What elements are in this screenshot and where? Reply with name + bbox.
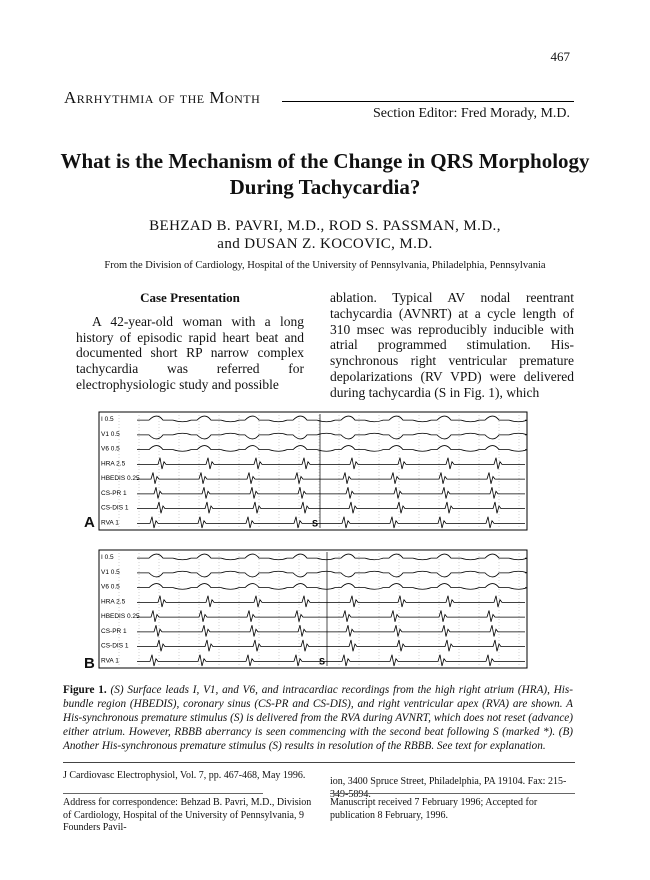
waveform-trace <box>137 655 525 666</box>
figure-caption-text: (S) Surface leads I, V1, and V6, and intracardiac recordings from the high right atrium (HRA), His-bundle region (HBEDIS), coronary sinus (CS-PR and CS-DIS), and right ventricular apex (RVA) are shown. A His-synchronous premature stimulus (S) is delivered from the RVA during AVNRT, which does not reset (advance) either atrium. However, RBBB aberrancy is seen commencing with the second beat following S (marked *). (B) Another His-synchronous premature stimulus (S) results in resolution of the RBBB. See text for explanation. <box>63 684 573 752</box>
panel-a-frame <box>99 412 527 530</box>
section-rule <box>282 101 574 102</box>
channel-label: I 0.5 <box>101 416 114 423</box>
waveform-trace <box>137 517 525 528</box>
manuscript-dates: Manuscript received 7 February 1996; Accepted for publication 8 February, 1996. <box>330 797 538 821</box>
figure-caption-label: Figure 1. <box>63 684 107 696</box>
section-title <box>64 88 260 108</box>
channel-label: CS-PR 1 <box>101 627 127 635</box>
channel-label: V1 0.5 <box>101 568 120 576</box>
case-paragraph-1: A 42-year-old woman with a long history of episodic rapid heart beat and documented short RP narrow complex tachycardia was referred for electrophysiologic study and possible <box>76 313 304 392</box>
footnote-divider-left <box>63 793 263 794</box>
correspondence-footnote-cont: ion, 3400 Spruce Street, Philadelphia, PA 19104. Fax: 215-349-5894. <box>330 776 567 800</box>
waveform-trace <box>137 610 525 621</box>
body-column-right <box>330 290 574 401</box>
authors-line-2: and DUSAN Z. KOCOVIC, M.D. <box>217 236 433 252</box>
body-column-left <box>76 290 304 393</box>
waveform-trace <box>137 571 527 577</box>
waveform-trace <box>137 472 525 483</box>
article-title: What is the Mechanism of the Change in QRS Morphology During Tachycardia? <box>60 149 590 199</box>
section-title-text: Arrhythmia of the Month <box>64 88 261 107</box>
waveform-trace <box>137 446 527 452</box>
channel-label: V6 0.5 <box>101 445 120 453</box>
stimulus-label: S <box>312 518 319 529</box>
case-paragraph-1-cont: ablation. Typical AV nodal reentrant tachycardia (AVNRT) at a cycle length of 310 msec was reproducibly inducible with atrial programmed stimulation. His-synchronous right ventricular premature depolarizations (RV VPD) were delivered during tachycardia (S in Fig. 1), which <box>330 290 574 400</box>
waveform-trace <box>137 487 525 498</box>
panel-a-label: A <box>84 514 95 531</box>
waveform-trace <box>137 596 525 607</box>
channel-label: RVA 1 <box>101 519 119 527</box>
channel-label: V1 0.5 <box>101 430 120 438</box>
waveform-trace <box>137 433 527 439</box>
waveform-trace <box>137 640 525 651</box>
figure-caption <box>63 683 573 753</box>
waveform-trace <box>137 502 525 513</box>
channel-label: HRA 2.5 <box>101 598 126 606</box>
channel-label: HBEDIS 0.25 <box>101 613 140 620</box>
authors-line-1: BEHZAD B. PAVRI, M.D., ROD S. PASSMAN, M.D., <box>149 218 501 234</box>
waveform-trace <box>137 584 527 590</box>
panel-b-label: B <box>84 655 95 672</box>
affiliation: From the Division of Cardiology, Hospital of the University of Pennsylvania, Philadelphia, Pennsylvania <box>104 260 546 271</box>
waveform-trace <box>137 416 527 422</box>
waveform-trace <box>137 458 525 469</box>
footnote-rule <box>63 762 575 763</box>
footnote-divider-right <box>330 793 575 794</box>
case-presentation-heading: Case Presentation <box>140 290 240 305</box>
citation-footnote: J Cardiovasc Electrophysiol, Vol. 7, pp. 467-468, May 1996. <box>63 770 306 781</box>
channel-label: V6 0.5 <box>101 583 120 591</box>
channel-label: CS-DIS 1 <box>101 504 129 512</box>
channel-label: HRA 2.5 <box>101 460 126 468</box>
author-list <box>60 217 590 253</box>
correspondence-footnote: Address for correspondence: Behzad B. Pavri, M.D., Division of Cardiology, Hospital of the University of Pennsylvania, 9 Founders Pavil- <box>63 797 312 833</box>
channel-label: CS-DIS 1 <box>101 642 129 650</box>
stimulus-label: S <box>319 656 326 667</box>
channel-label: RVA 1 <box>101 657 119 665</box>
section-editor: Section Editor: Fred Morady, M.D. <box>372 106 570 121</box>
channel-label: HBEDIS 0.25 <box>101 475 140 482</box>
ecg-figure <box>97 410 529 674</box>
page-number: 467 <box>550 49 570 64</box>
channel-label: I 0.5 <box>101 554 114 561</box>
channel-label: CS-PR 1 <box>101 489 127 497</box>
panel-b-frame <box>99 550 527 668</box>
waveform-trace <box>137 625 525 636</box>
waveform-trace <box>137 554 527 560</box>
